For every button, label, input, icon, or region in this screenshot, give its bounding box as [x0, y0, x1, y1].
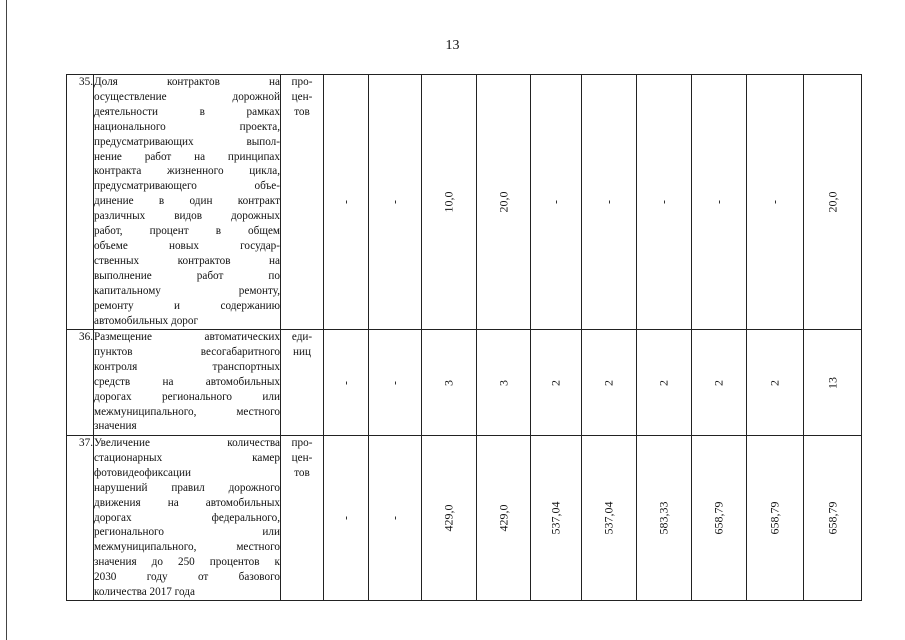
indicator-name-line: осуществление дорожной	[94, 90, 280, 103]
indicator-name-line: фотовидеофиксации	[94, 466, 191, 479]
indicator-name-line: ственных контрактов на	[94, 254, 280, 267]
value-cell	[692, 330, 747, 436]
row-number: 37.	[67, 436, 94, 601]
indicator-name-line: значения	[94, 420, 137, 433]
cell-value: -	[548, 200, 563, 204]
cell-value: -	[338, 380, 353, 385]
value-cell	[369, 330, 422, 436]
value-cell	[477, 330, 531, 436]
indicator-name-line: дорогах регионального или	[94, 390, 280, 403]
value-cell	[804, 330, 862, 436]
value-cell	[582, 75, 637, 330]
indicator-name-line: пунктов весогабаритного	[94, 345, 280, 358]
cell-value: 429,0	[496, 504, 511, 532]
value-cell	[324, 330, 369, 436]
indicators-table	[66, 74, 862, 601]
row-number: 35.	[67, 75, 94, 330]
page-number: 13	[445, 38, 460, 53]
cell-value: -	[387, 515, 402, 520]
cell-value: -	[767, 200, 782, 204]
indicator-name-line: стационарных камер	[94, 451, 280, 464]
value-cell	[692, 436, 747, 601]
value-cell	[637, 436, 692, 601]
cell-value: 2	[601, 379, 616, 386]
unit-of-measure: про- цен- тов	[281, 436, 324, 601]
cell-value: 10,0	[441, 191, 456, 213]
value-cell	[369, 75, 422, 330]
indicator-name-line: средств на автомобильных	[94, 375, 280, 388]
value-cell	[477, 75, 531, 330]
indicator-name-line: Размещение автоматических	[94, 331, 280, 343]
table-row	[67, 436, 862, 601]
cell-value: -	[601, 200, 616, 204]
value-cell	[804, 436, 862, 601]
value-cell	[369, 436, 422, 601]
indicator-name-line: автомобильных дорог	[94, 314, 199, 327]
row-number: 36.	[67, 330, 94, 436]
indicator-name-line: объеме новых государ-	[94, 239, 280, 252]
value-cell	[531, 436, 582, 601]
cell-value: -	[387, 380, 402, 385]
table-row	[67, 75, 862, 330]
indicator-name-line: контроля транспортных	[94, 360, 280, 373]
indicator-name-line: предусматривающих выпол-	[94, 135, 280, 148]
indicator-name-line: выполнение работ по	[94, 269, 280, 282]
value-cell	[531, 330, 582, 436]
value-cell	[747, 436, 804, 601]
indicator-name-line: работ, процент в общем	[94, 225, 280, 238]
indicator-name	[94, 330, 281, 436]
indicator-name-line: национального проекта,	[94, 120, 280, 133]
value-cell	[692, 75, 747, 330]
cell-value: 3	[441, 379, 456, 386]
indicator-name-line: различных видов дорожных	[94, 210, 280, 223]
indicator-name-line: нение работ на принципах	[94, 150, 280, 163]
cell-value: -	[338, 515, 353, 520]
cell-value: 429,0	[441, 504, 456, 532]
value-cell	[747, 330, 804, 436]
value-cell	[747, 75, 804, 330]
indicator-name-line: предусматривающего объе-	[94, 180, 280, 193]
indicator-name-line: динение в один контракт	[94, 195, 280, 208]
cell-value: 2	[767, 379, 782, 386]
value-cell	[422, 75, 477, 330]
value-cell	[477, 436, 531, 601]
indicator-name-line: нарушений правил дорожного	[94, 481, 280, 494]
cell-value: 658,79	[767, 501, 782, 535]
indicator-name	[94, 436, 281, 601]
cell-value: -	[711, 200, 726, 204]
indicator-name-line: количества 2017 года	[94, 586, 195, 599]
value-cell	[804, 75, 862, 330]
indicator-name-line: Доля контрактов на	[94, 76, 280, 88]
indicator-name	[94, 75, 281, 330]
indicator-name-line: Увеличение количества	[94, 437, 280, 449]
page-edge-line	[6, 0, 7, 640]
indicator-name-line: деятельности в рамках	[94, 105, 280, 118]
cell-value: 2	[656, 379, 671, 386]
indicator-name-line: движения на автомобильных	[94, 496, 280, 509]
indicator-name-line: дорогах федерального,	[94, 511, 280, 524]
unit-of-measure: про- цен- тов	[281, 75, 324, 330]
indicator-name-line: значения до 250 процентов к	[94, 556, 280, 569]
cell-value: 2	[548, 379, 563, 386]
cell-value: -	[338, 200, 353, 204]
cell-value: 13	[825, 376, 840, 389]
value-cell	[422, 330, 477, 436]
value-cell	[324, 436, 369, 601]
cell-value: 20,0	[496, 191, 511, 213]
cell-value: -	[656, 200, 671, 204]
indicator-name-line: межмуниципального, местного	[94, 405, 280, 418]
unit-of-measure: еди- ниц	[281, 330, 324, 436]
cell-value: -	[387, 200, 402, 204]
cell-value: 537,04	[601, 501, 616, 535]
cell-value: 537,04	[548, 501, 563, 535]
cell-value: 3	[496, 379, 511, 386]
cell-value: 20,0	[825, 191, 840, 213]
value-cell	[582, 330, 637, 436]
value-cell	[582, 436, 637, 601]
cell-value: 583,33	[656, 501, 671, 535]
indicator-name-line: ремонту и содержанию	[94, 299, 280, 312]
indicator-name-line: капитальному ремонту,	[94, 284, 280, 297]
indicator-name-line: межмуниципального, местного	[94, 541, 280, 554]
indicator-name-line: контракта жизненного цикла,	[94, 165, 280, 178]
value-cell	[637, 75, 692, 330]
value-cell	[422, 436, 477, 601]
cell-value: 658,79	[825, 501, 840, 535]
value-cell	[531, 75, 582, 330]
indicator-name-line: регионального или	[94, 526, 280, 539]
cell-value: 2	[711, 379, 726, 386]
value-cell	[637, 330, 692, 436]
cell-value: 658,79	[711, 501, 726, 535]
indicator-name-line: 2030 году от базового	[94, 571, 280, 584]
value-cell	[324, 75, 369, 330]
table-row	[67, 330, 862, 436]
